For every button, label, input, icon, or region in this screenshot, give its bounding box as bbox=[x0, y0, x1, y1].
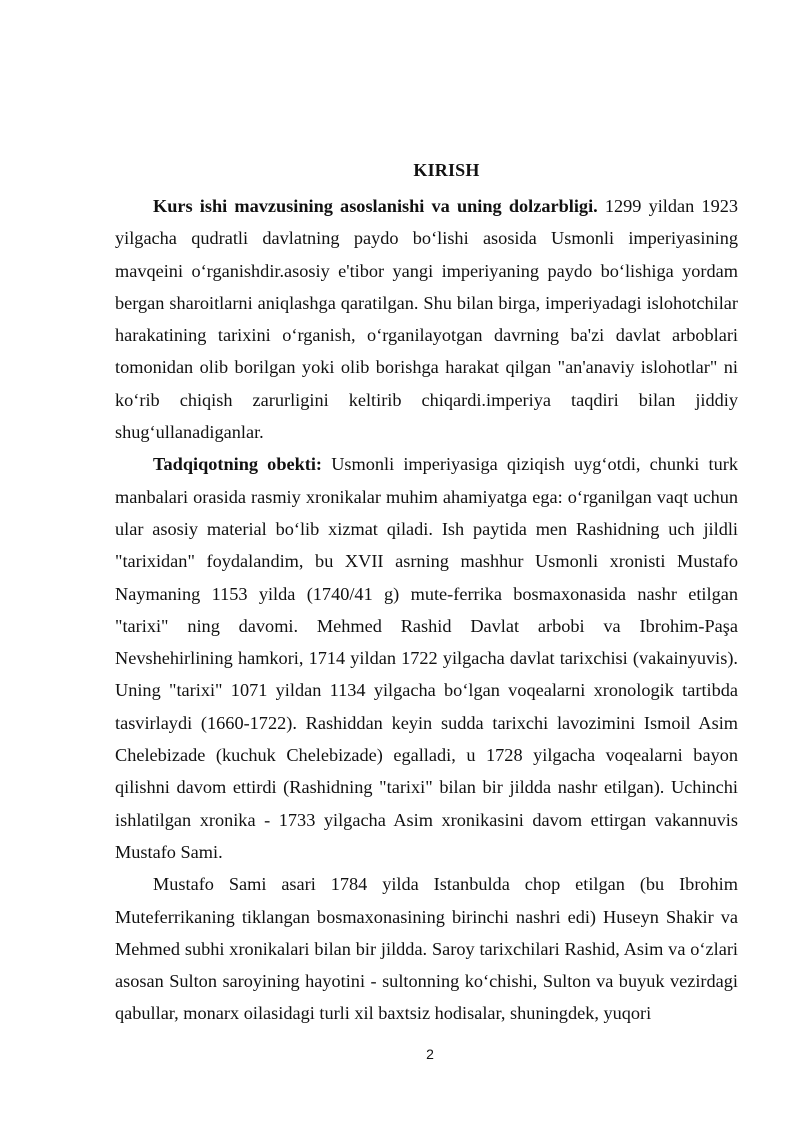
page-number: 2 bbox=[426, 1046, 434, 1062]
paragraph-sami bbox=[115, 868, 738, 1029]
paragraph-text: Mustafo Sami asari 1784 yilda Istanbulda chop etilgan (bu Ibrohim Muteferrikaning tiklangan bosmaxonasining birinchi nashri edi) Huseyn Shakir va Mehmed subhi xronikalari bilan bir jildda. Saroy tarixchilari Rashid, Asim va o‘zlari asosan Sulton saroyining hayotini - sultonning ko‘chishi, Sulton va buyuk vezirdagi qabullar, monarx oilasidagi turli xil baxtsiz hodisalar, shuningdek, yuqori bbox=[115, 874, 738, 1024]
paragraph-relevance bbox=[115, 190, 738, 448]
paragraph-object bbox=[115, 448, 738, 868]
paragraph-lead: Tadqiqotning obekti: bbox=[153, 454, 323, 475]
section-title: KIRISH bbox=[413, 160, 480, 180]
paragraph-text: Usmonli imperiyasiga qiziqish uyg‘otdi, chunki turk manbalari orasida rasmiy xronikalar muhim ahamiyatga ega: o‘rganilgan vaqt uchun ular asosiy material bo‘lib xizmat qiladi. Ish paytida men Rashidning uch jildli "tarixidan" foydalandim, bu XVII asrning mashhur Usmonli xronisti Mustafo Naymaning 1153 yilda (1740/41 g) mute-ferrika bosmaxonasida nashr etilgan "tarixi" ning davomi. Mehmed Rashid Davlat arbobi va Ibrohim-Paşa Nevshehirlining hamkori, 1714 yildan 1722 yilgacha davlat tarixchisi (vakainyuvis). Uning "tarixi" 1071 yildan 1134 yilgacha bo‘lgan voqealarni xronologik tartibda tasvirlaydi (1660-1722). Rashiddan keyin sudda tarixchi lavozimini Ismoil Asim Chelebizade (kuchuk Chelebizade) egalladi, u 1728 yilgacha voqealarni bayon qilishni davom ettirdi (Rashidning "tarixi" bilan bir jildda nashr etilgan). Uchinchi ishlatilgan xronika - 1733 yilgacha Asim xronikasini davom ettirgan vakannuvis Mustafo Sami. bbox=[115, 454, 738, 862]
paragraph-text: 1299 yildan 1923 yilgacha qudratli davlatning paydo bo‘lishi asosida Usmonli imperiyasining mavqeini o‘rganishdir.asosiy e'tibor yangi imperiyaning paydo bo‘lishiga yordam bergan sharoitlarni aniqlashga qaratilgan. Shu bilan birga, imperiyadagi islohotchilar harakatining tarixini o‘rganish, o‘rganilayotgan davrning ba'zi davlat arboblari tomonidan olib borilgan yoki olib borishga harakat qilgan "an'anaviy islohotlar" ni ko‘rib chiqish zarurligini keltirib chiqardi.imperiya taqdiri bilan jiddiy shug‘ullanadiganlar. bbox=[115, 196, 738, 443]
document-body bbox=[115, 190, 738, 1030]
paragraph-lead: Kurs ishi mavzusining asoslanishi va uning dolzarbligi. bbox=[153, 196, 598, 216]
